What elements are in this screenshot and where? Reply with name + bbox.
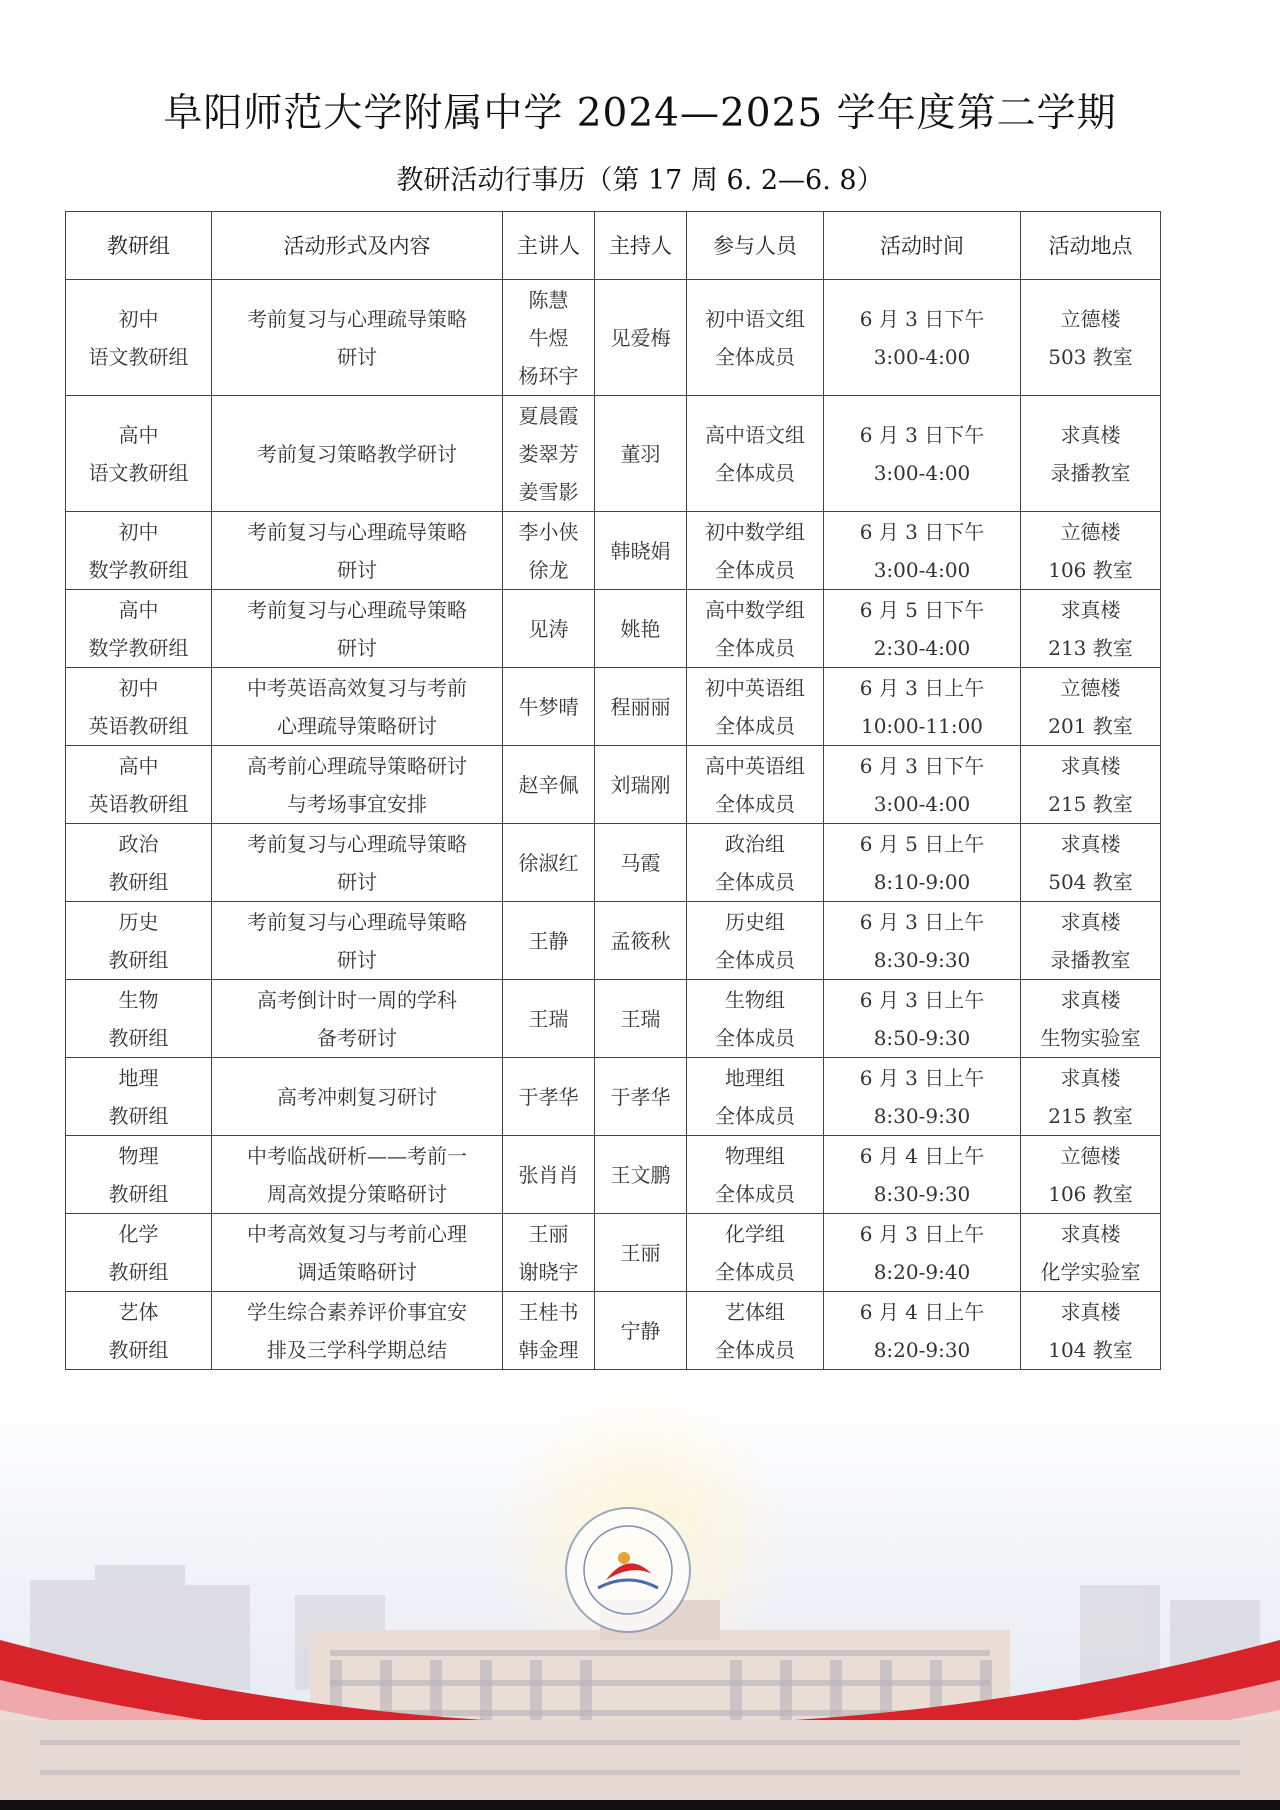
cell-line: 物理 bbox=[118, 1143, 159, 1168]
time-cell bbox=[824, 668, 1021, 746]
group-cell bbox=[66, 512, 212, 590]
speaker-cell bbox=[503, 512, 595, 590]
place-cell bbox=[1021, 668, 1161, 746]
cell-line: 化学实验室 bbox=[1040, 1259, 1141, 1284]
cell-line: 谢晓宇 bbox=[518, 1259, 579, 1284]
cell-line: 徐淑红 bbox=[518, 850, 579, 875]
cell-line: 全体成员 bbox=[715, 791, 795, 816]
cell-line: 调适策略研讨 bbox=[297, 1259, 417, 1284]
cell-line: 王文鹏 bbox=[610, 1162, 671, 1187]
cell-line: 求真楼 bbox=[1060, 909, 1121, 934]
cell-line: 艺体 bbox=[118, 1299, 159, 1324]
cell-line: 高中 bbox=[118, 422, 159, 447]
time-cell bbox=[824, 512, 1021, 590]
cell-line: 排及三学科学期总结 bbox=[267, 1337, 447, 1362]
cell-line: 录播教室 bbox=[1050, 460, 1131, 485]
speaker-cell bbox=[503, 1292, 595, 1370]
cell-line: 全体成员 bbox=[715, 460, 795, 485]
cell-line: 宁静 bbox=[620, 1318, 661, 1343]
table-row bbox=[66, 1058, 1161, 1136]
schedule-table bbox=[65, 211, 1161, 1370]
document-subtitle: 教研活动行事历（第 17 周 6. 2—6. 8） bbox=[396, 165, 884, 196]
cell-line: 教研组 bbox=[108, 1259, 169, 1284]
content-cell bbox=[212, 590, 503, 668]
cell-line: 研讨 bbox=[337, 869, 377, 894]
group-cell bbox=[66, 824, 212, 902]
cell-line: 地理组 bbox=[725, 1065, 785, 1090]
cell-line: 213 教室 bbox=[1048, 635, 1133, 660]
content-cell bbox=[212, 396, 503, 512]
group-cell bbox=[66, 668, 212, 746]
time-cell bbox=[824, 280, 1021, 396]
host-cell bbox=[595, 1136, 687, 1214]
place-cell bbox=[1021, 1292, 1161, 1370]
time-cell bbox=[824, 590, 1021, 668]
host-cell bbox=[595, 668, 687, 746]
cell-line: 陈慧 bbox=[528, 287, 569, 312]
cell-line: 牛煜 bbox=[528, 325, 569, 350]
cell-line: 8:50-9:30 bbox=[873, 1025, 971, 1050]
cell-line: 106 教室 bbox=[1048, 557, 1133, 582]
participants-cell bbox=[687, 668, 824, 746]
host-cell bbox=[595, 980, 687, 1058]
participants-cell bbox=[687, 590, 824, 668]
table-row bbox=[66, 902, 1161, 980]
cell-line: 全体成员 bbox=[715, 1181, 795, 1206]
campus-banner-image bbox=[0, 1390, 1280, 1810]
cell-line: 6 月 3 日上午 bbox=[859, 987, 985, 1012]
speaker-cell bbox=[503, 668, 595, 746]
cell-line: 104 教室 bbox=[1048, 1337, 1133, 1362]
cell-line: 董羽 bbox=[620, 441, 661, 466]
cell-line: 考前复习与心理疏导策略 bbox=[247, 831, 467, 856]
host-cell bbox=[595, 1292, 687, 1370]
campus-building-illustration bbox=[0, 1390, 1280, 1810]
table-row bbox=[66, 668, 1161, 746]
cell-line: 生物组 bbox=[725, 987, 785, 1012]
cell-line: 于孝华 bbox=[518, 1084, 579, 1109]
cell-line: 王桂书 bbox=[518, 1299, 579, 1324]
cell-line: 研讨 bbox=[337, 344, 377, 369]
cell-line: 生物实验室 bbox=[1040, 1025, 1141, 1050]
cell-line: 于孝华 bbox=[610, 1084, 671, 1109]
cell-line: 求真楼 bbox=[1060, 1221, 1121, 1246]
cell-line: 初中 bbox=[118, 675, 159, 700]
cell-line: 考前复习与心理疏导策略 bbox=[247, 597, 467, 622]
table-row bbox=[66, 396, 1161, 512]
time-cell bbox=[824, 824, 1021, 902]
table-row bbox=[66, 590, 1161, 668]
cell-line: 考前复习策略教学研讨 bbox=[257, 441, 457, 466]
speaker-cell bbox=[503, 980, 595, 1058]
participants-cell bbox=[687, 1058, 824, 1136]
cell-line: 艺体组 bbox=[725, 1299, 785, 1324]
place-cell bbox=[1021, 512, 1161, 590]
cell-line: 6 月 5 日上午 bbox=[859, 831, 985, 856]
cell-line: 6 月 4 日上午 bbox=[859, 1299, 985, 1324]
cell-line: 考前复习与心理疏导策略 bbox=[247, 306, 467, 331]
speaker-cell bbox=[503, 746, 595, 824]
cell-line: 历史 bbox=[118, 909, 159, 934]
speaker-cell bbox=[503, 1136, 595, 1214]
time-cell bbox=[824, 746, 1021, 824]
cell-line: 8:20-9:40 bbox=[873, 1259, 971, 1284]
host-cell bbox=[595, 824, 687, 902]
cell-line: 教研组 bbox=[108, 869, 169, 894]
cell-line: 高中数学组 bbox=[705, 597, 805, 622]
cell-line: 政治组 bbox=[725, 831, 785, 856]
cell-line: 教研组 bbox=[108, 1337, 169, 1362]
time-cell bbox=[824, 902, 1021, 980]
column-header: 主讲人 bbox=[503, 212, 595, 280]
cell-line: 数学教研组 bbox=[88, 557, 189, 582]
cell-line: 马霞 bbox=[620, 850, 661, 875]
table-row bbox=[66, 824, 1161, 902]
participants-cell bbox=[687, 1136, 824, 1214]
place-cell bbox=[1021, 1058, 1161, 1136]
cell-line: 高中英语组 bbox=[705, 753, 805, 778]
cell-line: 全体成员 bbox=[715, 947, 795, 972]
column-header: 活动形式及内容 bbox=[212, 212, 503, 280]
cell-line: 全体成员 bbox=[715, 1337, 795, 1362]
cell-line: 高考冲刺复习研讨 bbox=[277, 1084, 437, 1109]
cell-line: 牛梦晴 bbox=[518, 694, 579, 719]
cell-line: 立德楼 bbox=[1060, 675, 1121, 700]
time-cell bbox=[824, 980, 1021, 1058]
group-cell bbox=[66, 902, 212, 980]
cell-line: 初中语文组 bbox=[705, 306, 805, 331]
place-cell bbox=[1021, 396, 1161, 512]
table-row bbox=[66, 1214, 1161, 1292]
participants-cell bbox=[687, 746, 824, 824]
cell-line: 高中 bbox=[118, 597, 159, 622]
table-row bbox=[66, 1292, 1161, 1370]
host-cell bbox=[595, 1058, 687, 1136]
cell-line: 立德楼 bbox=[1060, 1143, 1121, 1168]
cell-line: 高中 bbox=[118, 753, 159, 778]
content-cell bbox=[212, 1136, 503, 1214]
cell-line: 初中 bbox=[118, 519, 159, 544]
host-cell bbox=[595, 280, 687, 396]
cell-line: 王丽 bbox=[620, 1240, 661, 1265]
cell-line: 英语教研组 bbox=[88, 791, 189, 816]
cell-line: 求真楼 bbox=[1060, 987, 1121, 1012]
participants-cell bbox=[687, 824, 824, 902]
cell-line: 6 月 3 日上午 bbox=[859, 909, 985, 934]
place-cell bbox=[1021, 1214, 1161, 1292]
cell-line: 8:30-9:30 bbox=[873, 1181, 971, 1206]
time-cell bbox=[824, 1292, 1021, 1370]
cell-line: 娄翠芳 bbox=[518, 441, 579, 466]
cell-line: 6 月 3 日上午 bbox=[859, 1065, 985, 1090]
host-cell bbox=[595, 590, 687, 668]
cell-line: 历史组 bbox=[725, 909, 785, 934]
cell-line: 杨环宇 bbox=[518, 363, 579, 388]
cell-line: 姚艳 bbox=[620, 616, 661, 641]
cell-line: 数学教研组 bbox=[88, 635, 189, 660]
time-cell bbox=[824, 1136, 1021, 1214]
content-cell bbox=[212, 1292, 503, 1370]
cell-line: 求真楼 bbox=[1060, 597, 1121, 622]
cell-line: 全体成员 bbox=[715, 635, 795, 660]
cell-line: 215 教室 bbox=[1048, 791, 1133, 816]
group-cell bbox=[66, 396, 212, 512]
cell-line: 赵辛佩 bbox=[518, 772, 579, 797]
cell-line: 6 月 3 日下午 bbox=[859, 753, 985, 778]
cell-line: 夏晨霞 bbox=[518, 403, 579, 428]
cell-line: 全体成员 bbox=[715, 713, 795, 738]
cell-line: 张肖肖 bbox=[518, 1162, 579, 1187]
place-cell bbox=[1021, 824, 1161, 902]
cell-line: 韩金理 bbox=[518, 1337, 579, 1362]
cell-line: 2:30-4:00 bbox=[873, 635, 971, 660]
column-header: 教研组 bbox=[66, 212, 212, 280]
cell-line: 6 月 3 日下午 bbox=[859, 422, 985, 447]
column-header: 活动时间 bbox=[824, 212, 1021, 280]
host-cell bbox=[595, 512, 687, 590]
cell-line: 备考研讨 bbox=[317, 1025, 397, 1050]
cell-line: 201 教室 bbox=[1048, 713, 1133, 738]
cell-line: 全体成员 bbox=[715, 1259, 795, 1284]
cell-line: 全体成员 bbox=[715, 1025, 795, 1050]
group-cell bbox=[66, 280, 212, 396]
cell-line: 化学组 bbox=[725, 1221, 785, 1246]
host-cell bbox=[595, 902, 687, 980]
school-seal bbox=[566, 1508, 690, 1632]
content-cell bbox=[212, 902, 503, 980]
cell-line: 地理 bbox=[118, 1065, 159, 1090]
cell-line: 物理组 bbox=[725, 1143, 785, 1168]
host-cell bbox=[595, 396, 687, 512]
participants-cell bbox=[687, 280, 824, 396]
cell-line: 高考倒计时一周的学科 bbox=[257, 987, 457, 1012]
cell-line: 3:00-4:00 bbox=[873, 557, 971, 582]
speaker-cell bbox=[503, 590, 595, 668]
cell-line: 106 教室 bbox=[1048, 1181, 1133, 1206]
cell-line: 求真楼 bbox=[1060, 422, 1121, 447]
cell-line: 立德楼 bbox=[1060, 306, 1121, 331]
cell-line: 高中语文组 bbox=[705, 422, 805, 447]
cell-line: 教研组 bbox=[108, 947, 169, 972]
cell-line: 6 月 3 日下午 bbox=[859, 519, 985, 544]
participants-cell bbox=[687, 396, 824, 512]
column-header: 主持人 bbox=[595, 212, 687, 280]
host-cell bbox=[595, 1214, 687, 1292]
cell-line: 求真楼 bbox=[1060, 1299, 1121, 1324]
speaker-cell bbox=[503, 396, 595, 512]
cell-line: 8:30-9:30 bbox=[873, 947, 971, 972]
place-cell bbox=[1021, 980, 1161, 1058]
table-row bbox=[66, 512, 1161, 590]
speaker-cell bbox=[503, 824, 595, 902]
cell-line: 中考英语高效复习与考前 bbox=[247, 675, 467, 700]
table-row bbox=[66, 746, 1161, 824]
cell-line: 初中 bbox=[118, 306, 159, 331]
document-title: 阜阳师范大学附属中学 2024—2025 学年度第二学期 bbox=[163, 91, 1117, 136]
cell-line: 中考高效复习与考前心理 bbox=[247, 1221, 467, 1246]
cell-line: 生物 bbox=[118, 987, 159, 1012]
column-header: 参与人员 bbox=[687, 212, 824, 280]
participants-cell bbox=[687, 512, 824, 590]
cell-line: 8:10-9:00 bbox=[873, 869, 971, 894]
cell-line: 韩晓娟 bbox=[610, 538, 671, 563]
cell-line: 初中数学组 bbox=[705, 519, 805, 544]
cell-line: 教研组 bbox=[108, 1181, 169, 1206]
cell-line: 求真楼 bbox=[1060, 753, 1121, 778]
participants-cell bbox=[687, 980, 824, 1058]
cell-line: 王瑞 bbox=[620, 1006, 661, 1031]
cell-line: 徐龙 bbox=[528, 557, 569, 582]
column-header: 活动地点 bbox=[1021, 212, 1161, 280]
cell-line: 求真楼 bbox=[1060, 831, 1121, 856]
cell-line: 考前复习与心理疏导策略 bbox=[247, 909, 467, 934]
time-cell bbox=[824, 396, 1021, 512]
cell-line: 高考前心理疏导策略研讨 bbox=[247, 753, 467, 778]
content-cell bbox=[212, 1214, 503, 1292]
table-row bbox=[66, 280, 1161, 396]
cell-line: 全体成员 bbox=[715, 557, 795, 582]
table-body bbox=[66, 280, 1161, 1370]
cell-line: 研讨 bbox=[337, 947, 377, 972]
cell-line: 全体成员 bbox=[715, 869, 795, 894]
cell-line: 3:00-4:00 bbox=[873, 460, 971, 485]
content-cell bbox=[212, 824, 503, 902]
cell-line: 3:00-4:00 bbox=[873, 344, 971, 369]
table-row bbox=[66, 980, 1161, 1058]
group-cell bbox=[66, 1214, 212, 1292]
cell-line: 化学 bbox=[118, 1221, 159, 1246]
cell-line: 刘瑞刚 bbox=[610, 772, 671, 797]
cell-line: 6 月 3 日上午 bbox=[859, 675, 985, 700]
cell-line: 立德楼 bbox=[1060, 519, 1121, 544]
cell-line: 503 教室 bbox=[1048, 344, 1133, 369]
cell-line: 录播教室 bbox=[1050, 947, 1131, 972]
participants-cell bbox=[687, 1214, 824, 1292]
cell-line: 王静 bbox=[528, 928, 569, 953]
cell-line: 中考临战研析——考前一 bbox=[247, 1143, 467, 1168]
cell-line: 6 月 3 日上午 bbox=[859, 1221, 985, 1246]
content-cell bbox=[212, 980, 503, 1058]
content-cell bbox=[212, 512, 503, 590]
participants-cell bbox=[687, 902, 824, 980]
cell-line: 504 教室 bbox=[1048, 869, 1133, 894]
speaker-cell bbox=[503, 1214, 595, 1292]
group-cell bbox=[66, 1058, 212, 1136]
place-cell bbox=[1021, 902, 1161, 980]
cell-line: 孟筱秋 bbox=[610, 928, 671, 953]
place-cell bbox=[1021, 746, 1161, 824]
group-cell bbox=[66, 590, 212, 668]
cell-line: 见爱梅 bbox=[610, 325, 671, 350]
cell-line: 周高效提分策略研讨 bbox=[267, 1181, 447, 1206]
cell-line: 初中英语组 bbox=[705, 675, 805, 700]
speaker-cell bbox=[503, 902, 595, 980]
cell-line: 8:30-9:30 bbox=[873, 1103, 971, 1128]
table-header-row bbox=[66, 212, 1161, 280]
cell-line: 英语教研组 bbox=[88, 713, 189, 738]
cell-line: 6 月 4 日上午 bbox=[859, 1143, 985, 1168]
cell-line: 求真楼 bbox=[1060, 1065, 1121, 1090]
cell-line: 8:20-9:30 bbox=[873, 1337, 971, 1362]
place-cell bbox=[1021, 280, 1161, 396]
cell-line: 教研组 bbox=[108, 1025, 169, 1050]
table-row bbox=[66, 1136, 1161, 1214]
time-cell bbox=[824, 1214, 1021, 1292]
cell-line: 全体成员 bbox=[715, 1103, 795, 1128]
cell-line: 6 月 5 日下午 bbox=[859, 597, 985, 622]
speaker-cell bbox=[503, 280, 595, 396]
speaker-cell bbox=[503, 1058, 595, 1136]
time-cell bbox=[824, 1058, 1021, 1136]
cell-line: 教研组 bbox=[108, 1103, 169, 1128]
cell-line: 学生综合素养评价事宜安 bbox=[247, 1299, 467, 1324]
content-cell bbox=[212, 668, 503, 746]
cell-line: 考前复习与心理疏导策略 bbox=[247, 519, 467, 544]
cell-line: 见涛 bbox=[528, 616, 569, 641]
group-cell bbox=[66, 746, 212, 824]
cell-line: 研讨 bbox=[337, 557, 377, 582]
cell-line: 王瑞 bbox=[528, 1006, 569, 1031]
cell-line: 姜雪影 bbox=[518, 479, 579, 504]
cell-line: 政治 bbox=[118, 831, 159, 856]
cell-line: 10:00-11:00 bbox=[860, 713, 984, 738]
cell-line: 6 月 3 日下午 bbox=[859, 306, 985, 331]
cell-line: 语文教研组 bbox=[88, 344, 189, 369]
cell-line: 全体成员 bbox=[715, 344, 795, 369]
cell-line: 语文教研组 bbox=[88, 460, 189, 485]
cell-line: 心理疏导策略研讨 bbox=[277, 713, 437, 738]
cell-line: 215 教室 bbox=[1048, 1103, 1133, 1128]
content-cell bbox=[212, 280, 503, 396]
content-cell bbox=[212, 1058, 503, 1136]
group-cell bbox=[66, 1292, 212, 1370]
cell-line: 研讨 bbox=[337, 635, 377, 660]
cell-line: 3:00-4:00 bbox=[873, 791, 971, 816]
cell-line: 与考场事宜安排 bbox=[287, 791, 427, 816]
group-cell bbox=[66, 980, 212, 1058]
place-cell bbox=[1021, 1136, 1161, 1214]
cell-line: 程丽丽 bbox=[610, 694, 671, 719]
place-cell bbox=[1021, 590, 1161, 668]
host-cell bbox=[595, 746, 687, 824]
group-cell bbox=[66, 1136, 212, 1214]
cell-line: 王丽 bbox=[528, 1221, 569, 1246]
content-cell bbox=[212, 746, 503, 824]
cell-line: 李小侠 bbox=[518, 519, 579, 544]
participants-cell bbox=[687, 1292, 824, 1370]
